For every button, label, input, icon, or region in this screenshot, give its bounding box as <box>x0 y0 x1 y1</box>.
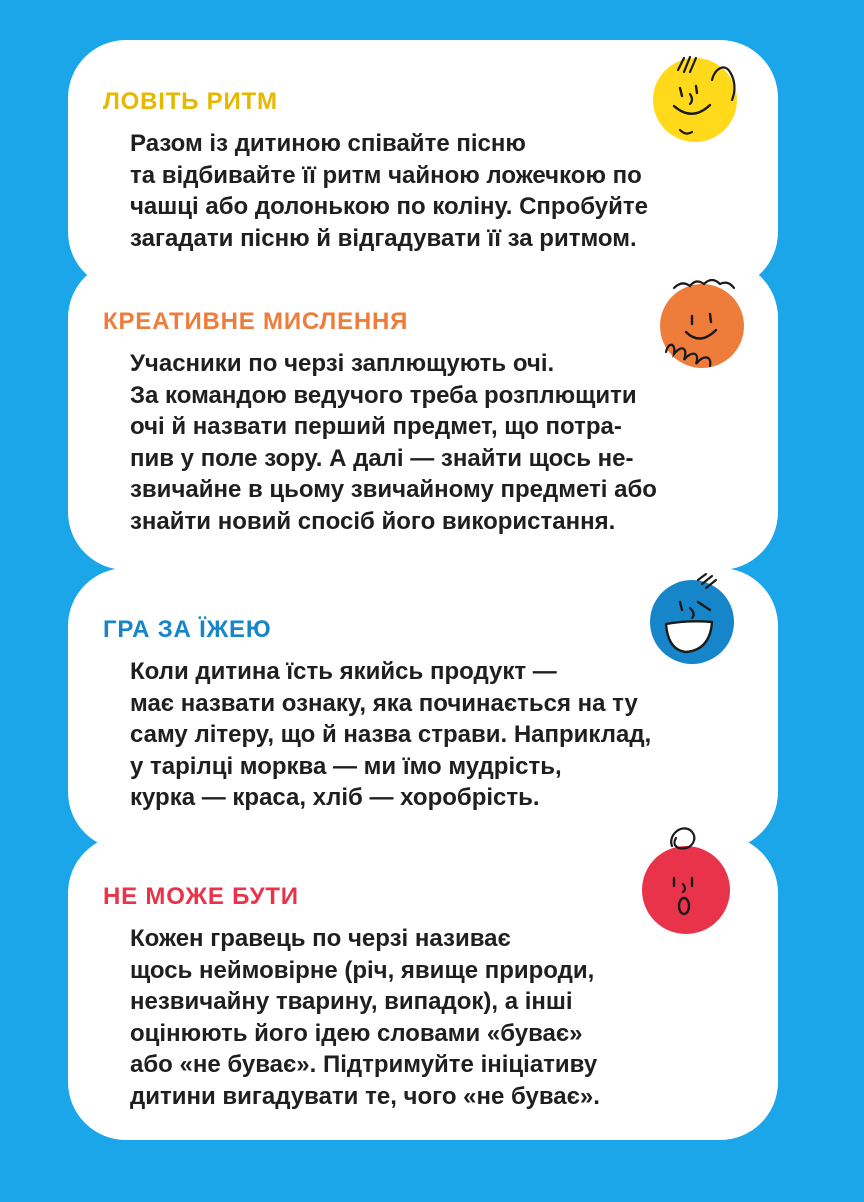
text-line: дитини вигадувати те, чого «не буває». <box>130 1082 600 1110</box>
text-line: знайти новий спосіб його використання. <box>130 507 616 535</box>
smiling-face-orange-icon <box>652 272 752 377</box>
smiling-face-yellow-icon <box>640 50 750 145</box>
text-line: має назвати ознаку, яка починається на ту <box>130 689 638 717</box>
text-line: Учасники по черзі заплющують очі. <box>130 350 555 377</box>
card-title: КРЕАТИВНЕ МИСЛЕННЯ <box>103 308 409 335</box>
card-text <box>130 656 770 814</box>
text-line: або «не буває». Підтримуйте ініціативу <box>130 1051 598 1078</box>
text-line: незвичайну тварину, випадок), а інші <box>130 988 573 1015</box>
card-text <box>130 128 770 254</box>
text-line: та відбивайте її ритм чайною ложечкою по <box>130 161 642 189</box>
text-line: звичайне в цьому звичайному предметі або <box>130 476 657 503</box>
text-line: Коли дитина їсть якийсь продукт — <box>130 658 557 685</box>
text-line: у тарілці морква — ми їмо мудрість, <box>130 752 562 780</box>
text-line: чашці або долонькою по коліну. Спробуйте <box>130 193 648 220</box>
text-line: саму літеру, що й назва страви. Наприклад, <box>130 721 652 748</box>
card-title: НЕ МОЖЕ БУТИ <box>103 883 299 910</box>
card-title: ГРА ЗА ЇЖЕЮ <box>103 616 272 643</box>
text-line: загадати пісню й відгадувати її за ритмом. <box>130 224 637 252</box>
text-line: оцінюють його ідею словами «буває» <box>130 1019 583 1047</box>
text-line: Разом із дитиною співайте пісню <box>130 130 526 157</box>
card-text <box>130 923 770 1112</box>
surprised-face-red-icon <box>632 822 742 942</box>
laughing-face-blue-icon <box>640 568 750 668</box>
text-line: щось неймовірне (річ, явище природи, <box>130 956 595 984</box>
text-line: очі й назвати перший предмет, що потра- <box>130 413 622 440</box>
text-line: курка — краса, хліб — хоробрість. <box>130 784 540 811</box>
text-line: пив у поле зору. А далі — знайти щось не- <box>130 444 634 472</box>
text-line: Кожен гравець по черзі називає <box>130 925 511 952</box>
card-title: ЛОВІТЬ РИТМ <box>103 88 278 115</box>
text-line: За командою ведучого треба розплющити <box>130 381 637 409</box>
